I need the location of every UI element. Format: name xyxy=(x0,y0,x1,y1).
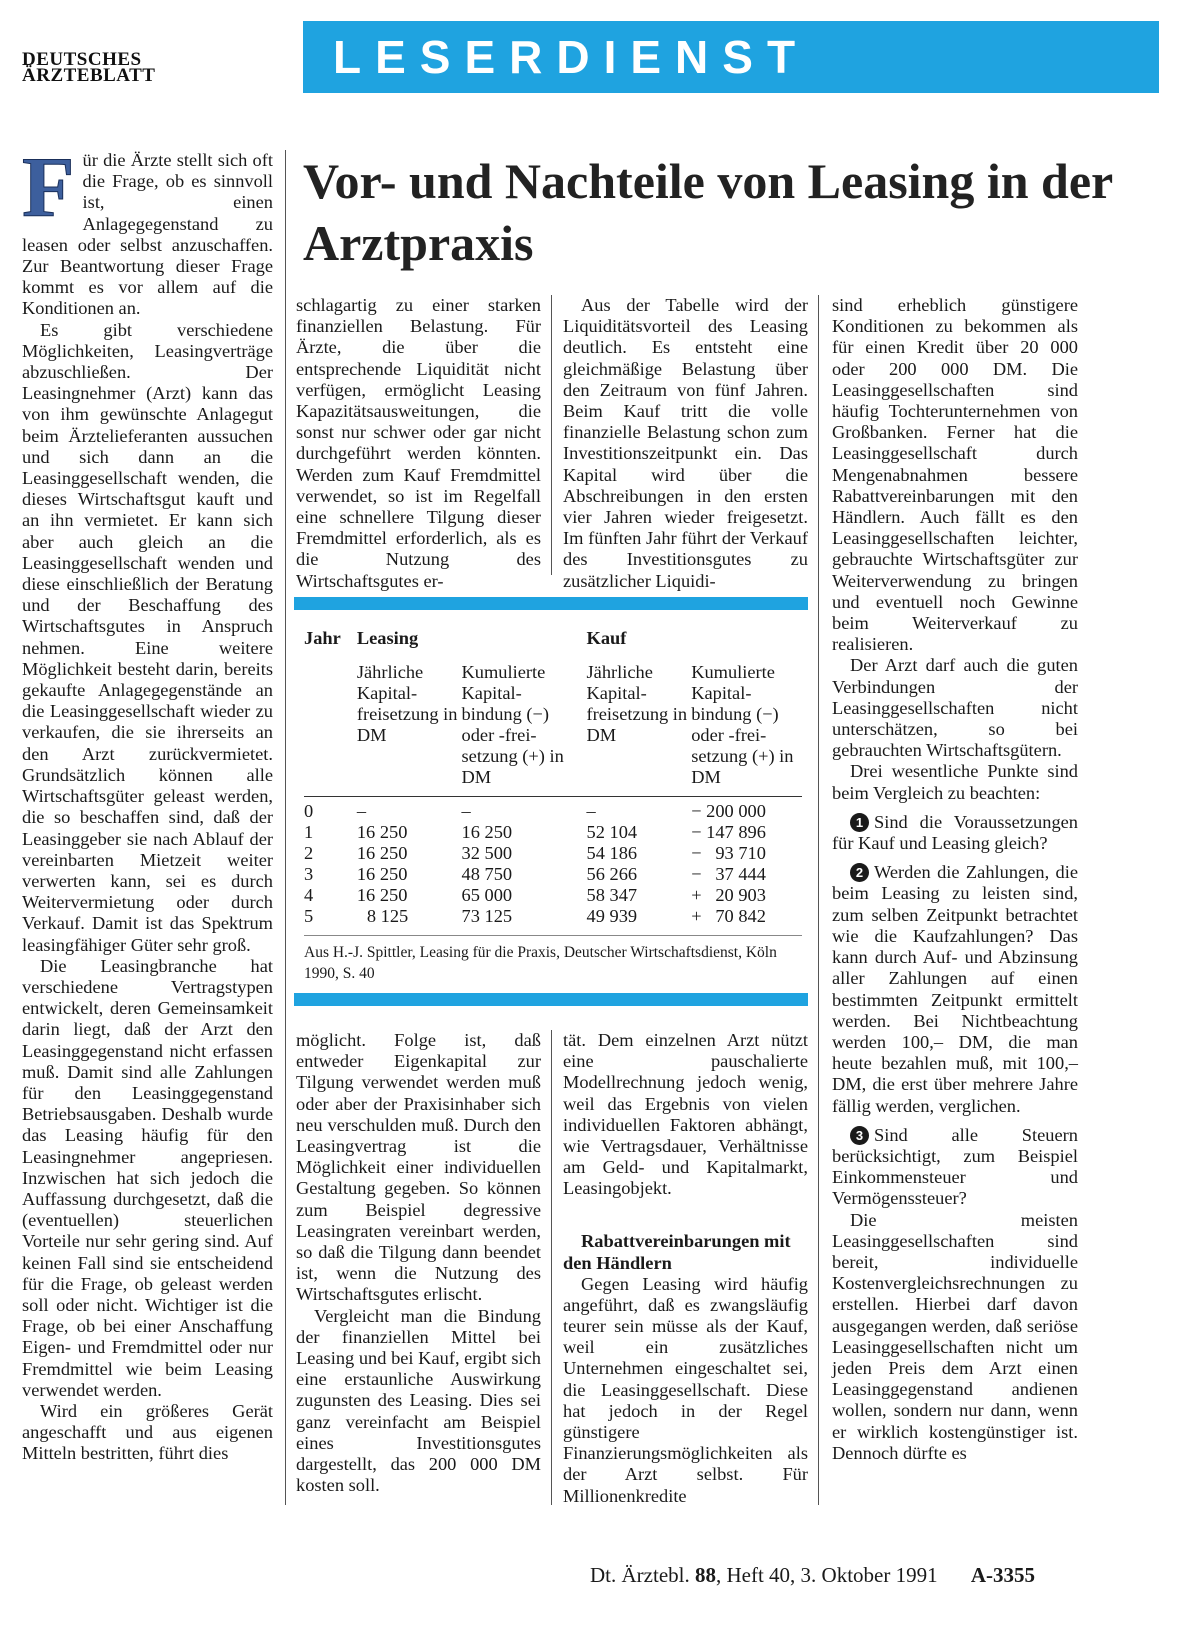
comparison-table xyxy=(294,620,808,984)
subheader-cell: Kumulierte Kapital-bindung (−) oder -frei-setzung (+) in DM xyxy=(461,662,564,787)
subheader-cell: Kumulierte Kapital-bindung (−) oder -frei-setzung (+) in DM xyxy=(691,662,794,787)
paragraph: Vergleicht man die Bindung der finanziellen Mittel bei Leasing und bei Kauf, ergibt sich eine erstaunliche Auswirkung zugunsten des Leasing. Dies sei ganz vereinfacht am Beispiel eines Investitionsgutes dargestellt, das 200 000 DM kosten soll. xyxy=(296,1305,541,1496)
masthead-line2: ÄRZTEBLATT xyxy=(22,65,156,86)
paragraph: Aus der Tabelle wird der Liquiditätsvorteil des Leasing deutlich. Es entsteht eine gleichmäßige Belastung über den Zeitraum von fünf Jahren. Beim Kauf tritt die volle finanzielle Belastung schon zum Investitionszeitpunkt ein. Das Kapital wird über die Abschreibungen in den ersten vier Jahren wieder freigesetzt. Im fünften Jahr führt der Verkauf des Investitionsgutes zu zusätzlicher Liquidi- xyxy=(563,295,808,591)
number-badge-icon: 2 xyxy=(850,863,869,882)
table-header-row xyxy=(304,620,802,650)
numbered-point: 3 Sind alle Steuern berücksichtigt, zum Beispiel Einkommensteuer und Vermögenssteuer? xyxy=(832,1124,1078,1209)
header-leasing: Leasing xyxy=(356,628,419,648)
column-4 xyxy=(832,295,1078,1464)
column-divider xyxy=(285,150,286,1505)
lead-paragraph-text: ür die Ärzte stellt sich oft die Frage, ob es sinnvoll ist, einen Anlagegegenstand zu leasen oder selbst anzuschaffen. Zur Beantwortung dieser Frage kommt es vor allem auf die Konditionen an. xyxy=(22,150,273,319)
column-divider xyxy=(551,1030,552,1505)
paragraph: Es gibt verschiedene Möglichkeiten, Leasingverträge abzuschließen. Der Leasingnehmer (Arzt) kann das von ihm gewünschte Anlagegut beim Ärztelieferanten aussuchen und sich dann an die Leasinggesellschaft wenden, die dieses Wirtschaftsgut kauft und an ihn vermietet. Er kann sich aber auch gleich an die Leasinggesellschaft wenden und diese einschließlich der Beratung und der Beschaffung des Wirtschaftsgutes in Anspruch nehmen. Eine weitere Möglichkeit besteht darin, bereits gekaufte Anlagegegenstände an die Leasinggesellschaft wieder zu verkaufen, die sie ihrerseits an den Arzt zurückvermietet. Grundsätzlich können alle Wirtschaftsgüter geleast werden, die so beschaffen sind, daß der Leasinggeber sie nach Ablauf der vereinbarten Mietzeit weiter verwerten kann, sei es durch Weitervermietung oder durch Verkauf. Damit ist das Spektrum leasingfähiger Güter sehr groß. xyxy=(22,319,273,955)
footer-journal: Dt. Ärztebl. xyxy=(590,1563,690,1587)
table-row: 5 8 125 73 125 49 939 + 70 842 xyxy=(304,906,766,926)
numbered-point: 2 Werden die Zahlungen, die beim Leasing zu leisten sind, zum selben Zeitpunkt betrachtet wie die Kaufzahlungen? Das kann durch Auf- und Abzinsung aller Zahlungen auf einen bestimmten Zeitpunkt ermittelt werden. Bei Nichtbeachtung werden 100,– DM, die man heute bezahlen muß, mit 100,– DM, die erst über mehrere Jahre fällig werden, verglichen. xyxy=(832,862,1078,1116)
column-3-bottom xyxy=(563,1030,808,1507)
masthead-line1: DEUTSCHES xyxy=(22,49,142,70)
column-1 xyxy=(22,139,273,1465)
table-top-band xyxy=(294,597,808,610)
paragraph: Wird ein größeres Gerät angeschafft und aus eigenen Mitteln bestritten, führt dies xyxy=(22,1400,273,1464)
subheading: Rabattvereinbarungen mit den Händlern xyxy=(563,1230,791,1273)
table-row: 3 16 250 48 750 56 266 − 37 444 xyxy=(304,864,766,884)
paragraph: möglicht. Folge ist, daß entweder Eigenkapital zur Tilgung verwendet werden muß oder aber der Praxisinhaber sich neu verschulden muß. Durch den Leasingvertrag ist die Möglichkeit einer individuellen Gestaltung gegeben. So können zum Beispiel degressive Leasingraten vereinbart werden, so daß die Tilgung dann beendet ist, wenn die Nutzung des Wirtschaftsgutes erlischt. xyxy=(296,1030,541,1305)
column-divider xyxy=(818,295,819,1505)
table-bottom-band xyxy=(294,993,808,1006)
subheader-cell: Jährliche Kapital-freisetzung in DM xyxy=(586,662,688,745)
number-badge-icon: 3 xyxy=(850,1126,869,1145)
leasing-kauf-table xyxy=(304,620,802,984)
table-subheader-row xyxy=(304,650,802,788)
table-row: 2 16 250 32 500 54 186 − 93 710 xyxy=(304,843,766,863)
page-footer xyxy=(590,1563,1090,1587)
masthead xyxy=(22,49,202,86)
header-jahr: Jahr xyxy=(304,628,341,648)
paragraph: Gegen Leasing wird häufig angeführt, daß es zwangsläufig teurer sein müsse als der Kauf, weil ein zusätzliches Unternehmen eingeschaltet sei, die Leasinggesellschaft. Diese hat jedoch in der Regel günstigere Finanzierungsmöglichkeiten als der Arzt selbst. Für Millionenkredite xyxy=(563,1273,808,1506)
paragraph: Die Leasingbranche hat verschiedene Vertragstypen entwickelt, deren Gemeinsamkeit darin liegt, daß der Arzt den Leasinggegenstand nicht erfassen muß. Damit sind alle Zahlungen für den Leasinggegenstand Betriebsausgaben. Deshalb wurde das Leasing häufig für den Leasingnehmer angepriesen. Inzwischen hat sich jedoch die Auffassung durchgesetzt, daß die (eventuellen) steuerlichen Vorteile nur sehr gering sind. Auf keinen Fall sind sie entscheidend für die Frage, ob geleast werden soll oder nicht. Wichtiger ist die Frage, ob bei einer Anschaffung Eigen- und Fremdmittel oder nur Fremdmittel wie beim Leasing verwendet werden. xyxy=(22,955,273,1400)
table-row: 1 16 250 16 250 52 104 − 147 896 xyxy=(304,822,766,842)
column-2-top xyxy=(296,295,541,592)
drop-cap: F xyxy=(22,139,75,235)
paragraph: Die meisten Leasinggesellschaften sind bereit, individuelle Kostenvergleichsrechnungen zu erstellen. Hierbei darf davon ausgegangen werden, daß seriöse Leasinggesellschaften nicht um jeden Preis dem Arzt einen Leasinggegenstand andienen wollen, sondern nur dann, wenn er wirklich kostengünstiger ist. Dennoch dürfte es xyxy=(832,1209,1078,1463)
numbered-point: 1 Sind die Voraussetzungen für Kauf und Leasing gleich? xyxy=(832,811,1078,854)
column-divider xyxy=(551,295,552,575)
number-badge-icon: 1 xyxy=(850,813,869,832)
subheader-cell: Jährliche Kapital-freisetzung in DM xyxy=(356,662,458,745)
header-kauf: Kauf xyxy=(586,628,627,648)
article-title: Vor- und Nachteile von Leasing in der Arztpraxis xyxy=(303,153,1113,271)
footer-issue: , Heft 40, 3. Oktober 1991 xyxy=(715,1563,938,1587)
lead-paragraph xyxy=(22,139,273,320)
section-banner: LESERDIENST xyxy=(303,21,1159,93)
table-row: 4 16 250 65 000 58 347 + 20 903 xyxy=(304,885,766,905)
column-2-bottom xyxy=(296,1030,541,1496)
footer-page-id: A-3355 xyxy=(970,1563,1036,1587)
table-row: 0 – – – − 200 000 xyxy=(304,801,766,821)
paragraph: schlagartig zu einer starken finanziellen Belastung. Für Ärzte, die über die entsprechende Liquidität nicht verfügen, ermöglicht Leasing Kapazitätsausweitungen, die sonst nur schwer oder gar nicht durchgeführt werden könnten. Werden zum Kauf Fremdmittel verwendet, so ist im Regelfall eine schnellere Tilgung dieser Fremdmittel erforderlich, als es die Nutzung des Wirtschaftsgutes er- xyxy=(296,295,541,591)
paragraph: Der Arzt darf auch die guten Verbindungen der Leasinggesellschaften nicht unterschätzen, so bei gebrauchten Wirtschaftsgütern. xyxy=(832,655,1078,761)
paragraph: tät. Dem einzelnen Arzt nützt eine pauschalierte Modellrechnung jedoch wenig, weil das Ergebnis von vielen individuellen Faktoren abhängt, wie Vertragsdauer, Verhältnisse am Geld- und Kapitalmarkt, Leasingobjekt. xyxy=(563,1030,808,1199)
table-source: Aus H.-J. Spittler, Leasing für die Praxis, Deutscher Wirtschaftsdienst, Köln 1990, S. 40 xyxy=(304,944,777,982)
footer-volume: 88 xyxy=(694,1563,716,1587)
paragraph: Drei wesentliche Punkte sind beim Vergleich zu beachten: xyxy=(832,761,1078,803)
paragraph: sind erheblich günstigere Konditionen zu bekommen als für einen Kredit über 20 000 oder 200 000 DM. Die Leasinggesellschaften sind häufig Tochterunternehmen von Großbanken. Ferner hat die Leasinggesellschaft durch Mengenabnahmen bessere Rabattvereinbarungen mit den Händlern. Auch fällt es den Leasinggesellschaften leichter, gebrauchte Wirtschaftsgüter zur Weiterverwendung zu bringen und eventuell noch Gewinne beim Weiterverkauf zu realisieren. xyxy=(832,295,1078,655)
column-3-top xyxy=(563,295,808,592)
